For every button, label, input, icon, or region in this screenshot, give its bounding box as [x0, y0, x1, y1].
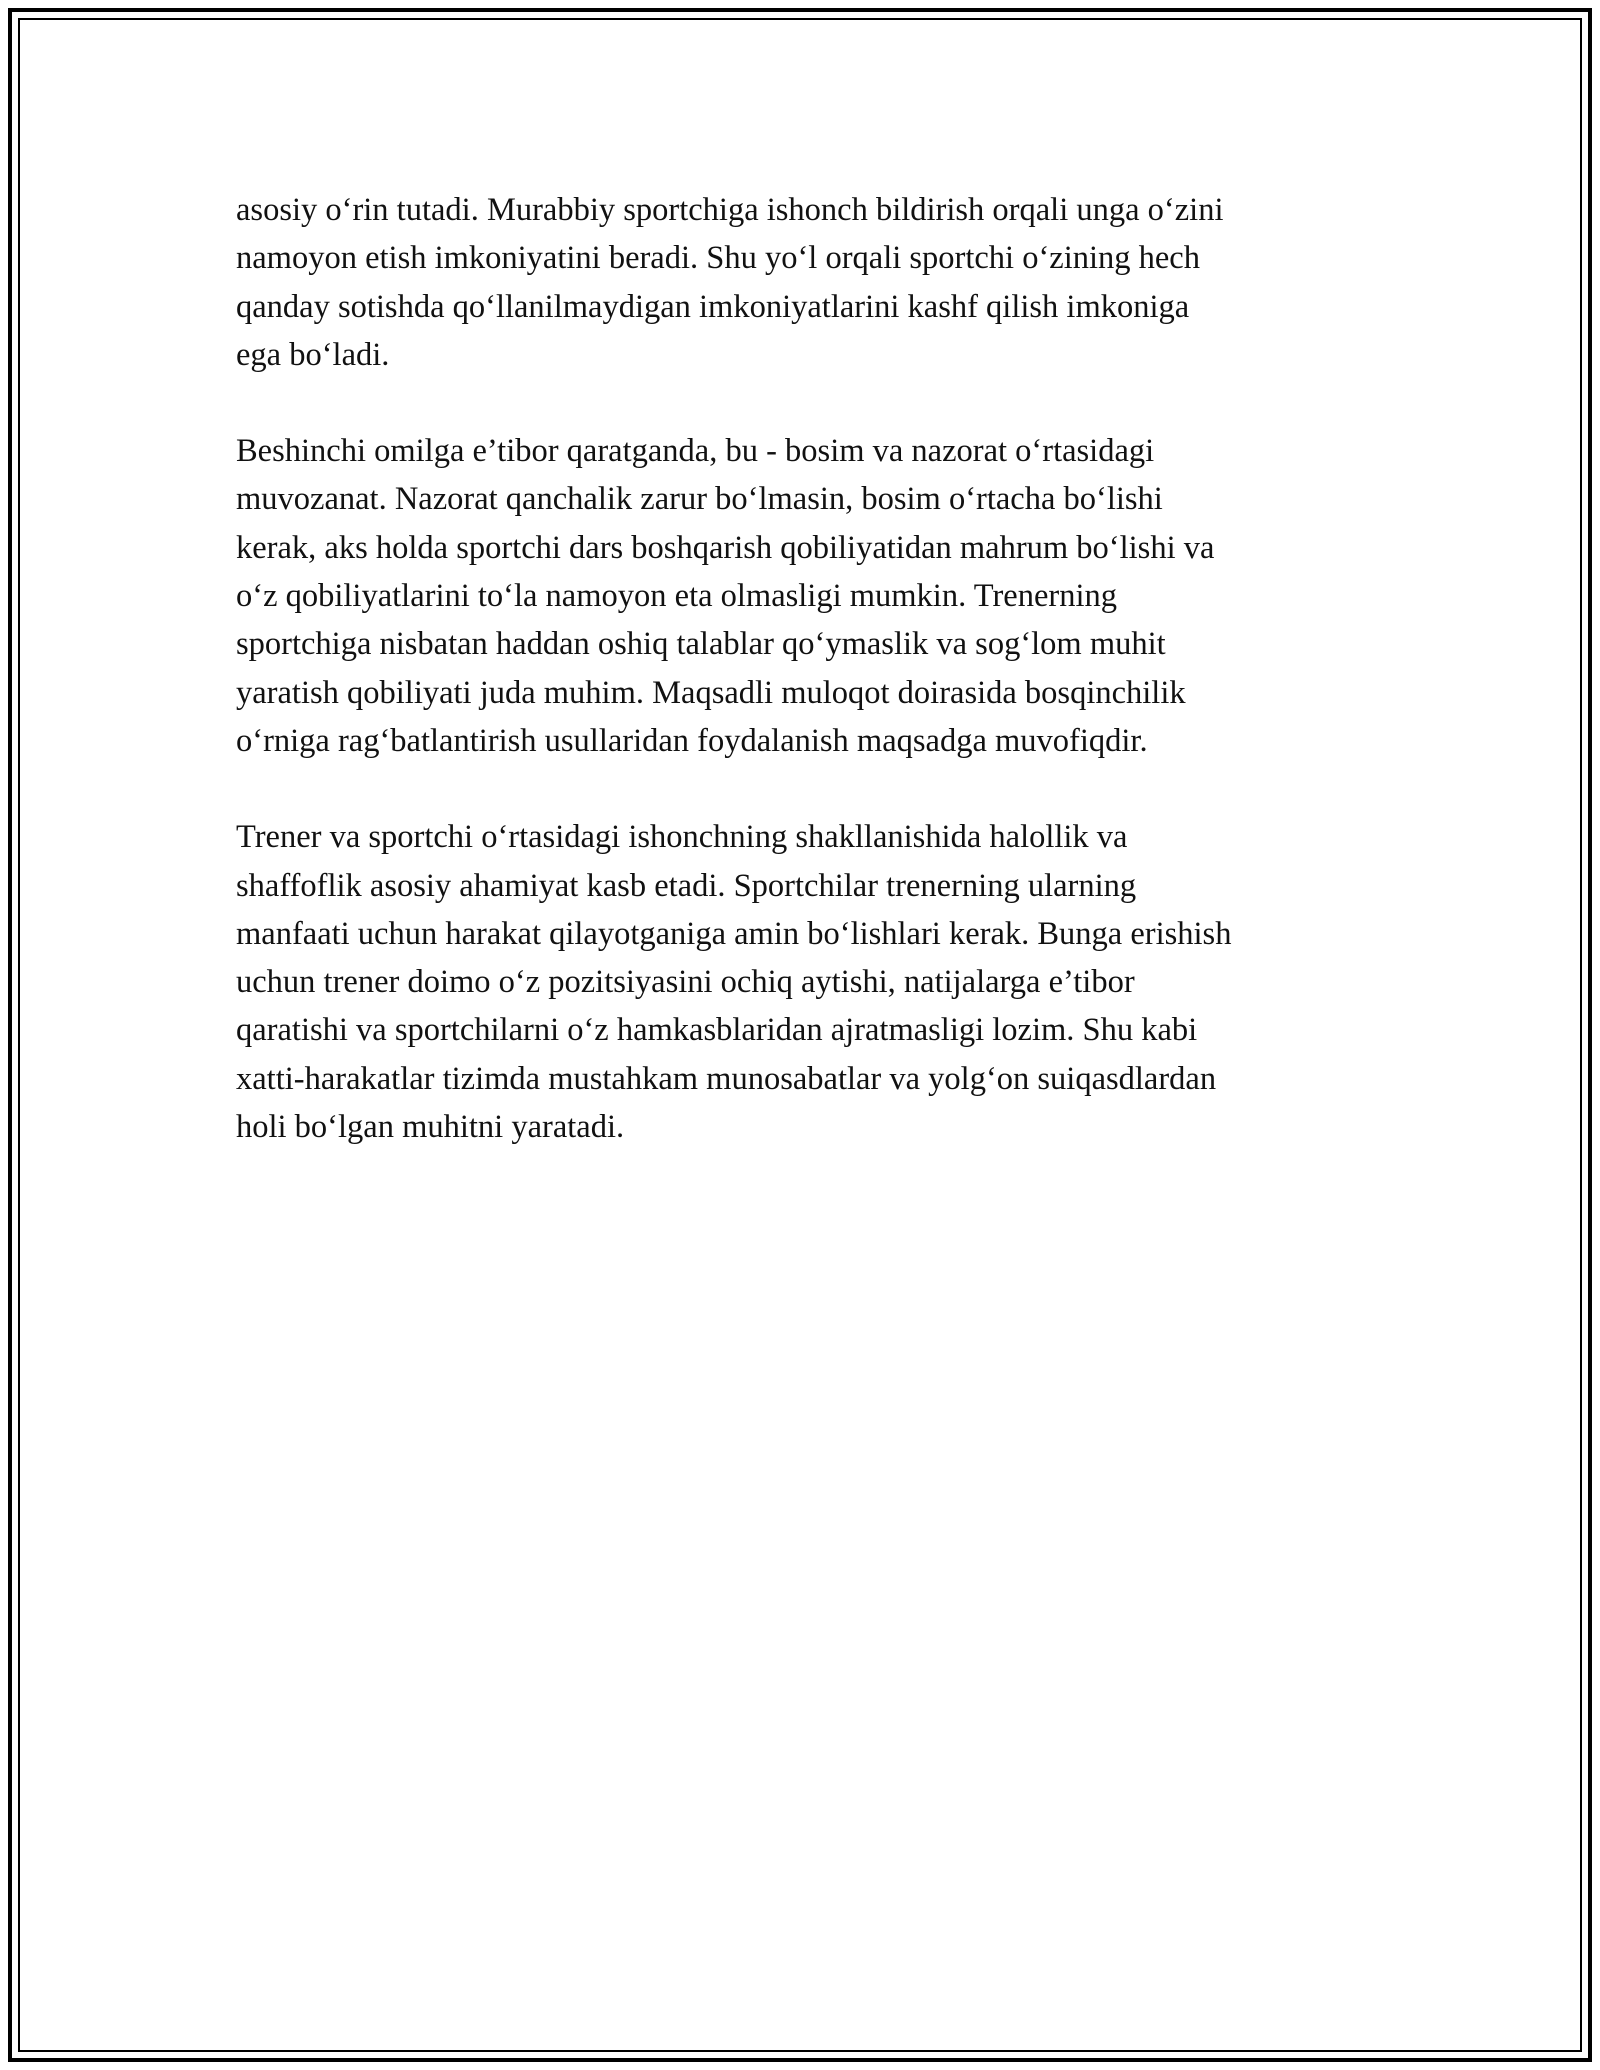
paragraph-1: asosiy o‘rin tutadi. Murabbiy sportchiga ishonch bildirish orqali unga o‘zini namoyon etish imkoniyatini beradi. Shu yo‘l orqali sportchi o‘zining hech qanday sotishda qo‘llanilmaydigan imkoniyatlarini kashf qilish imkoniga ega bo‘ladi. — [236, 192, 1224, 373]
document-body — [236, 186, 1366, 1199]
paragraph-2: Beshinchi omilga e’tibor qaratganda, bu - bosim va nazorat o‘rtasidagi muvozanat. Nazorat qanchalik zarur bo‘lmasin, bosim o‘rtacha bo‘lishi kerak, aks holda sportchi dars boshqarish qobiliyatidan mahrum bo‘lishi va o‘z qobiliyatlarini to‘la namoyon eta olmasligi mumkin. Trenerning sportchiga nisbatan haddan oshiq talablar qo‘ymaslik va sog‘lom muhit yaratish qobiliyati juda muhim. Maqsadli muloqot doirasida bosqinchilik o‘rniga rag‘batlantirish usullaridan foydalanish maqsadga muvofiqdir. — [236, 433, 1215, 759]
paragraph-3: Trener va sportchi o‘rtasidagi ishonchning shakllanishida halollik va shaffoflik asosiy ahamiyat kasb etadi. Sportchilar trenerning ularning manfaati uchun harakat qilayotganiga amin bo‘lishlari kerak. Bunga erishish uchun trener doimo o‘z pozitsiyasini ochiq aytishi, natijalarga e’tibor qaratishi va sportchilarni o‘z hamkasblaridan ajratmasligi lozim. Shu kabi xatti-harakatlar tizimda mustahkam munosabatlar va yolg‘on suiqasdlardan holi bo‘lgan muhitni yaratadi. — [236, 819, 1232, 1146]
